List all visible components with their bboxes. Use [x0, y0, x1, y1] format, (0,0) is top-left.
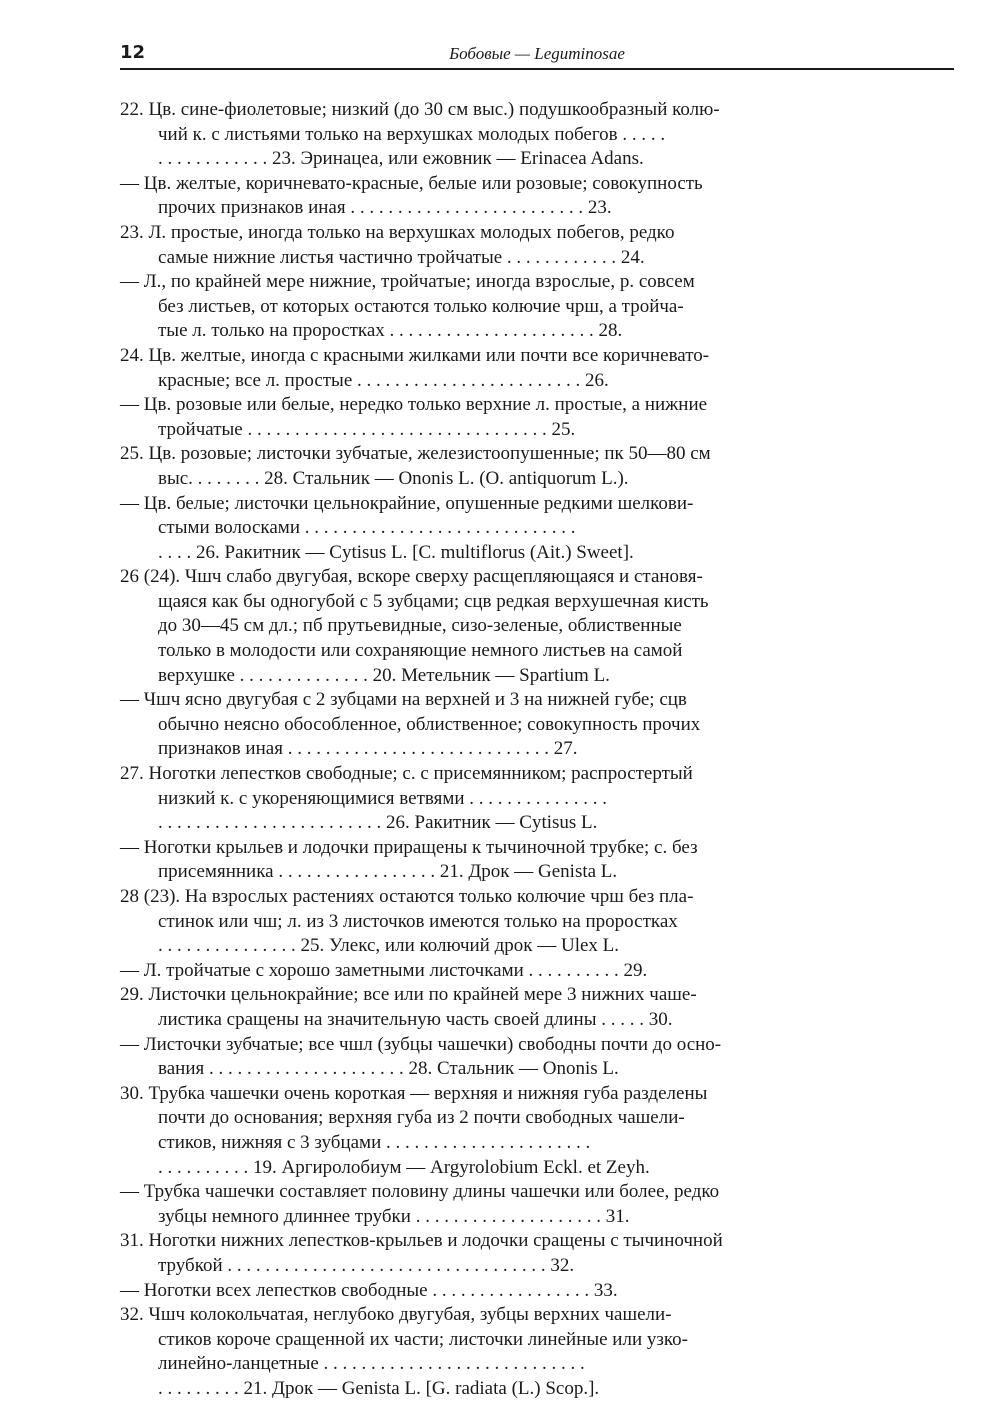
key-line — [120, 1156, 954, 1181]
key-line-text: . . . . . . . . . . . . 23. Эринацеа, или ежовник — Erinacea Adans. — [158, 148, 644, 170]
key-line-text: 26 (24). Чшч слабо двугубая, вскоре сверху расщепляющаяся и становя- — [120, 566, 703, 588]
key-line — [120, 442, 954, 467]
key-line-text: щаяся как бы одногубой с 5 зубцами; сцв редкая верхушечная кисть — [158, 590, 709, 612]
key-line — [120, 369, 954, 394]
key-line-text: 25. Цв. розовые; листочки зубчатые, железистоопушенные; пк 50—80 см — [120, 443, 711, 465]
key-line-text: верхушке . . . . . . . . . . . . . . 20. Метельник — Spartium L. — [158, 664, 610, 686]
key-line — [120, 1377, 954, 1402]
key-line — [120, 836, 954, 861]
key-line — [120, 1180, 954, 1205]
key-line — [120, 713, 954, 738]
key-line-text: трубкой . . . . . . . . . . . . . . . . . . . . . . . . . . . . . . . . . . 32. — [158, 1254, 575, 1276]
key-line-text: 30. Трубка чашечки очень короткая — верхняя и нижняя губа разделены — [120, 1082, 708, 1104]
key-line — [120, 221, 954, 246]
key-line-text: — Л. тройчатые с хорошо заметными листочками . . . . . . . . . . 29. — [120, 959, 648, 981]
key-line-text: 32. Чшч колокольчатая, неглубоко двугубая, зубцы верхних чашели- — [120, 1304, 672, 1326]
key-line-text: почти до основания; верхняя губа из 2 почти свободных чашели- — [158, 1107, 685, 1129]
key-line-text: прочих признаков иная . . . . . . . . . . . . . . . . . . . . . . . . . 23. — [158, 197, 612, 219]
key-line — [120, 590, 954, 615]
key-line — [120, 393, 954, 418]
key-line-text: 27. Ноготки лепестков свободные; с. с присемянником; распростертый — [120, 763, 693, 785]
key-line-text: стинок или чш; л. из 3 листочков имеются только на проростках — [158, 910, 678, 932]
key-line — [120, 1229, 954, 1254]
key-line-text: . . . . . . . . . 21. Дрок — Genista L. [G. radiata (L.) Scop.]. — [158, 1377, 600, 1399]
key-line-text: 23. Л. простые, иногда только на верхушках молодых побегов, редко — [120, 221, 675, 243]
key-line — [120, 787, 954, 812]
running-title: Бобовые — Leguminosae — [449, 44, 625, 63]
key-line-text: до 30—45 см дл.; пб прутьевидные, сизо-зеленые, облиственные — [158, 615, 682, 637]
key-line-text: — Цв. розовые или белые, нередко только верхние л. простые, а нижние — [120, 394, 708, 416]
key-line — [120, 1106, 954, 1131]
key-line-text: признаков иная . . . . . . . . . . . . . . . . . . . . . . . . . . . . 27. — [158, 738, 578, 760]
key-line — [120, 319, 954, 344]
key-line — [120, 98, 954, 123]
key-line-text: линейно-ланцетные . . . . . . . . . . . . . . . . . . . . . . . . . . . . — [158, 1353, 585, 1375]
key-line-text: обычно неясно обособленное, облиственное; совокупность прочих — [158, 713, 701, 735]
key-line — [120, 541, 954, 566]
key-line — [120, 983, 954, 1008]
key-line — [120, 516, 954, 541]
key-line — [120, 295, 954, 320]
key-line-text: листика сращены на значительную часть своей длины . . . . . 30. — [158, 1008, 673, 1030]
key-line-text: — Ноготки всех лепестков свободные . . . . . . . . . . . . . . . . . 33. — [120, 1279, 618, 1301]
key-line — [120, 1303, 954, 1328]
key-line-text: — Цв. белые; листочки цельнокрайние, опушенные редкими шелкови- — [120, 492, 694, 514]
key-line — [120, 934, 954, 959]
key-line-text: выс. . . . . . . . 28. Стальник — Ononis L. (O. antiquorum L.). — [158, 467, 629, 489]
key-line — [120, 1328, 954, 1353]
key-line-text: — Трубка чашечки составляет половину длины чашечки или более, редко — [120, 1181, 720, 1203]
key-line — [120, 1205, 954, 1230]
key-line — [120, 246, 954, 271]
key-line-text: 24. Цв. желтые, иногда с красными жилками или почти все коричневато- — [120, 344, 710, 366]
key-line — [120, 418, 954, 443]
key-line — [120, 1082, 954, 1107]
key-line-text: 28 (23). На взрослых растениях остаются только колючие чрш без пла- — [120, 886, 694, 907]
key-line — [120, 467, 954, 492]
key-line-text: стиков короче сращенной их части; листочки линейные или узко- — [158, 1328, 688, 1350]
key-text-body — [120, 98, 954, 1401]
page-number: 12 — [120, 42, 146, 63]
key-line-text: без листьев, от которых остаются только колючие чрш, а тройча- — [158, 295, 684, 317]
key-line — [120, 688, 954, 713]
key-line-text: — Л., по крайней мере нижние, тройчатые; иногда взрослые, р. совсем — [120, 271, 695, 293]
key-line-text: — Листочки зубчатые; все чшл (зубцы чашечки) свободны почти до осно- — [120, 1033, 722, 1055]
key-line-text: стиков, нижняя с 3 зубцами . . . . . . . . . . . . . . . . . . . . . . — [158, 1131, 591, 1153]
key-line — [120, 959, 954, 984]
key-line — [120, 1254, 954, 1279]
key-line — [120, 565, 954, 590]
key-line — [120, 1131, 954, 1156]
key-line — [120, 196, 954, 221]
key-line-text: . . . . . . . . . . . . . . . 25. Улекс, или колючий дрок — Ulex L. — [158, 935, 620, 957]
key-line-text: стыми волосками . . . . . . . . . . . . . . . . . . . . . . . . . . . . . — [158, 517, 576, 539]
key-line-text: . . . . . . . . . . 19. Аргиролобиум — Argyrolobium Eckl. et Zeyh. — [158, 1156, 650, 1178]
key-line — [120, 492, 954, 517]
key-line-text: тые л. только на проростках . . . . . . . . . . . . . . . . . . . . . . 28. — [158, 320, 623, 342]
key-line — [120, 910, 954, 935]
key-line — [120, 172, 954, 197]
key-line-text: самые нижние листья частично тройчатые . . . . . . . . . . . . 24. — [158, 246, 645, 268]
key-line-text: — Цв. желтые, коричневато-красные, белые или розовые; совокупность — [120, 172, 703, 194]
key-line — [120, 811, 954, 836]
key-line — [120, 639, 954, 664]
key-line-text: 29. Листочки цельнокрайние; все или по крайней мере 3 нижних чаше- — [120, 984, 697, 1006]
key-line-text: . . . . 26. Ракитник — Cytisus L. [C. multiflorus (Ait.) Sweet]. — [158, 541, 634, 563]
key-line-text: зубцы немного длиннее трубки . . . . . . . . . . . . . . . . . . . . 31. — [158, 1205, 630, 1227]
key-line-text: низкий к. с укореняющимися ветвями . . . . . . . . . . . . . . . — [158, 787, 608, 809]
key-line — [120, 737, 954, 762]
key-line — [120, 270, 954, 295]
key-line — [120, 860, 954, 885]
key-line — [120, 123, 954, 148]
key-line-text: тройчатые . . . . . . . . . . . . . . . . . . . . . . . . . . . . . . . . 25. — [158, 418, 576, 440]
key-line — [120, 885, 954, 910]
key-line — [120, 1033, 954, 1058]
key-line-text: — Ноготки крыльев и лодочки приращены к тычиночной трубке; с. без — [120, 836, 698, 858]
key-line-text: . . . . . . . . . . . . . . . . . . . . . . . . 26. Ракитник — Cytisus L. — [158, 812, 598, 834]
key-line — [120, 1057, 954, 1082]
key-line-text: только в молодости или сохраняющие немного листьев на самой — [158, 640, 683, 662]
key-line — [120, 614, 954, 639]
key-line — [120, 147, 954, 172]
key-line-text: вания . . . . . . . . . . . . . . . . . . . . . 28. Стальник — Ononis L. — [158, 1058, 619, 1080]
key-line — [120, 344, 954, 369]
key-line-text: 31. Ноготки нижних лепестков-крыльев и лодочки сращены с тычиночной — [120, 1230, 723, 1252]
key-line-text: чий к. с листьями только на верхушках молодых побегов . . . . . — [158, 123, 666, 145]
running-header — [120, 40, 954, 70]
key-line — [120, 1279, 954, 1304]
key-line — [120, 1352, 954, 1377]
key-line-text: присемянника . . . . . . . . . . . . . . . . . 21. Дрок — Genista L. — [158, 861, 618, 883]
key-line — [120, 664, 954, 689]
key-line-text: 22. Цв. сине-фиолетовые; низкий (до 30 см выс.) подушкообразный колю- — [120, 99, 720, 120]
key-line-text: красные; все л. простые . . . . . . . . . . . . . . . . . . . . . . . . 26. — [158, 369, 609, 391]
key-line — [120, 762, 954, 787]
key-line — [120, 1008, 954, 1033]
key-line-text: — Чшч ясно двугубая с 2 зубцами на верхней и 3 на нижней губе; сцв — [120, 689, 687, 711]
